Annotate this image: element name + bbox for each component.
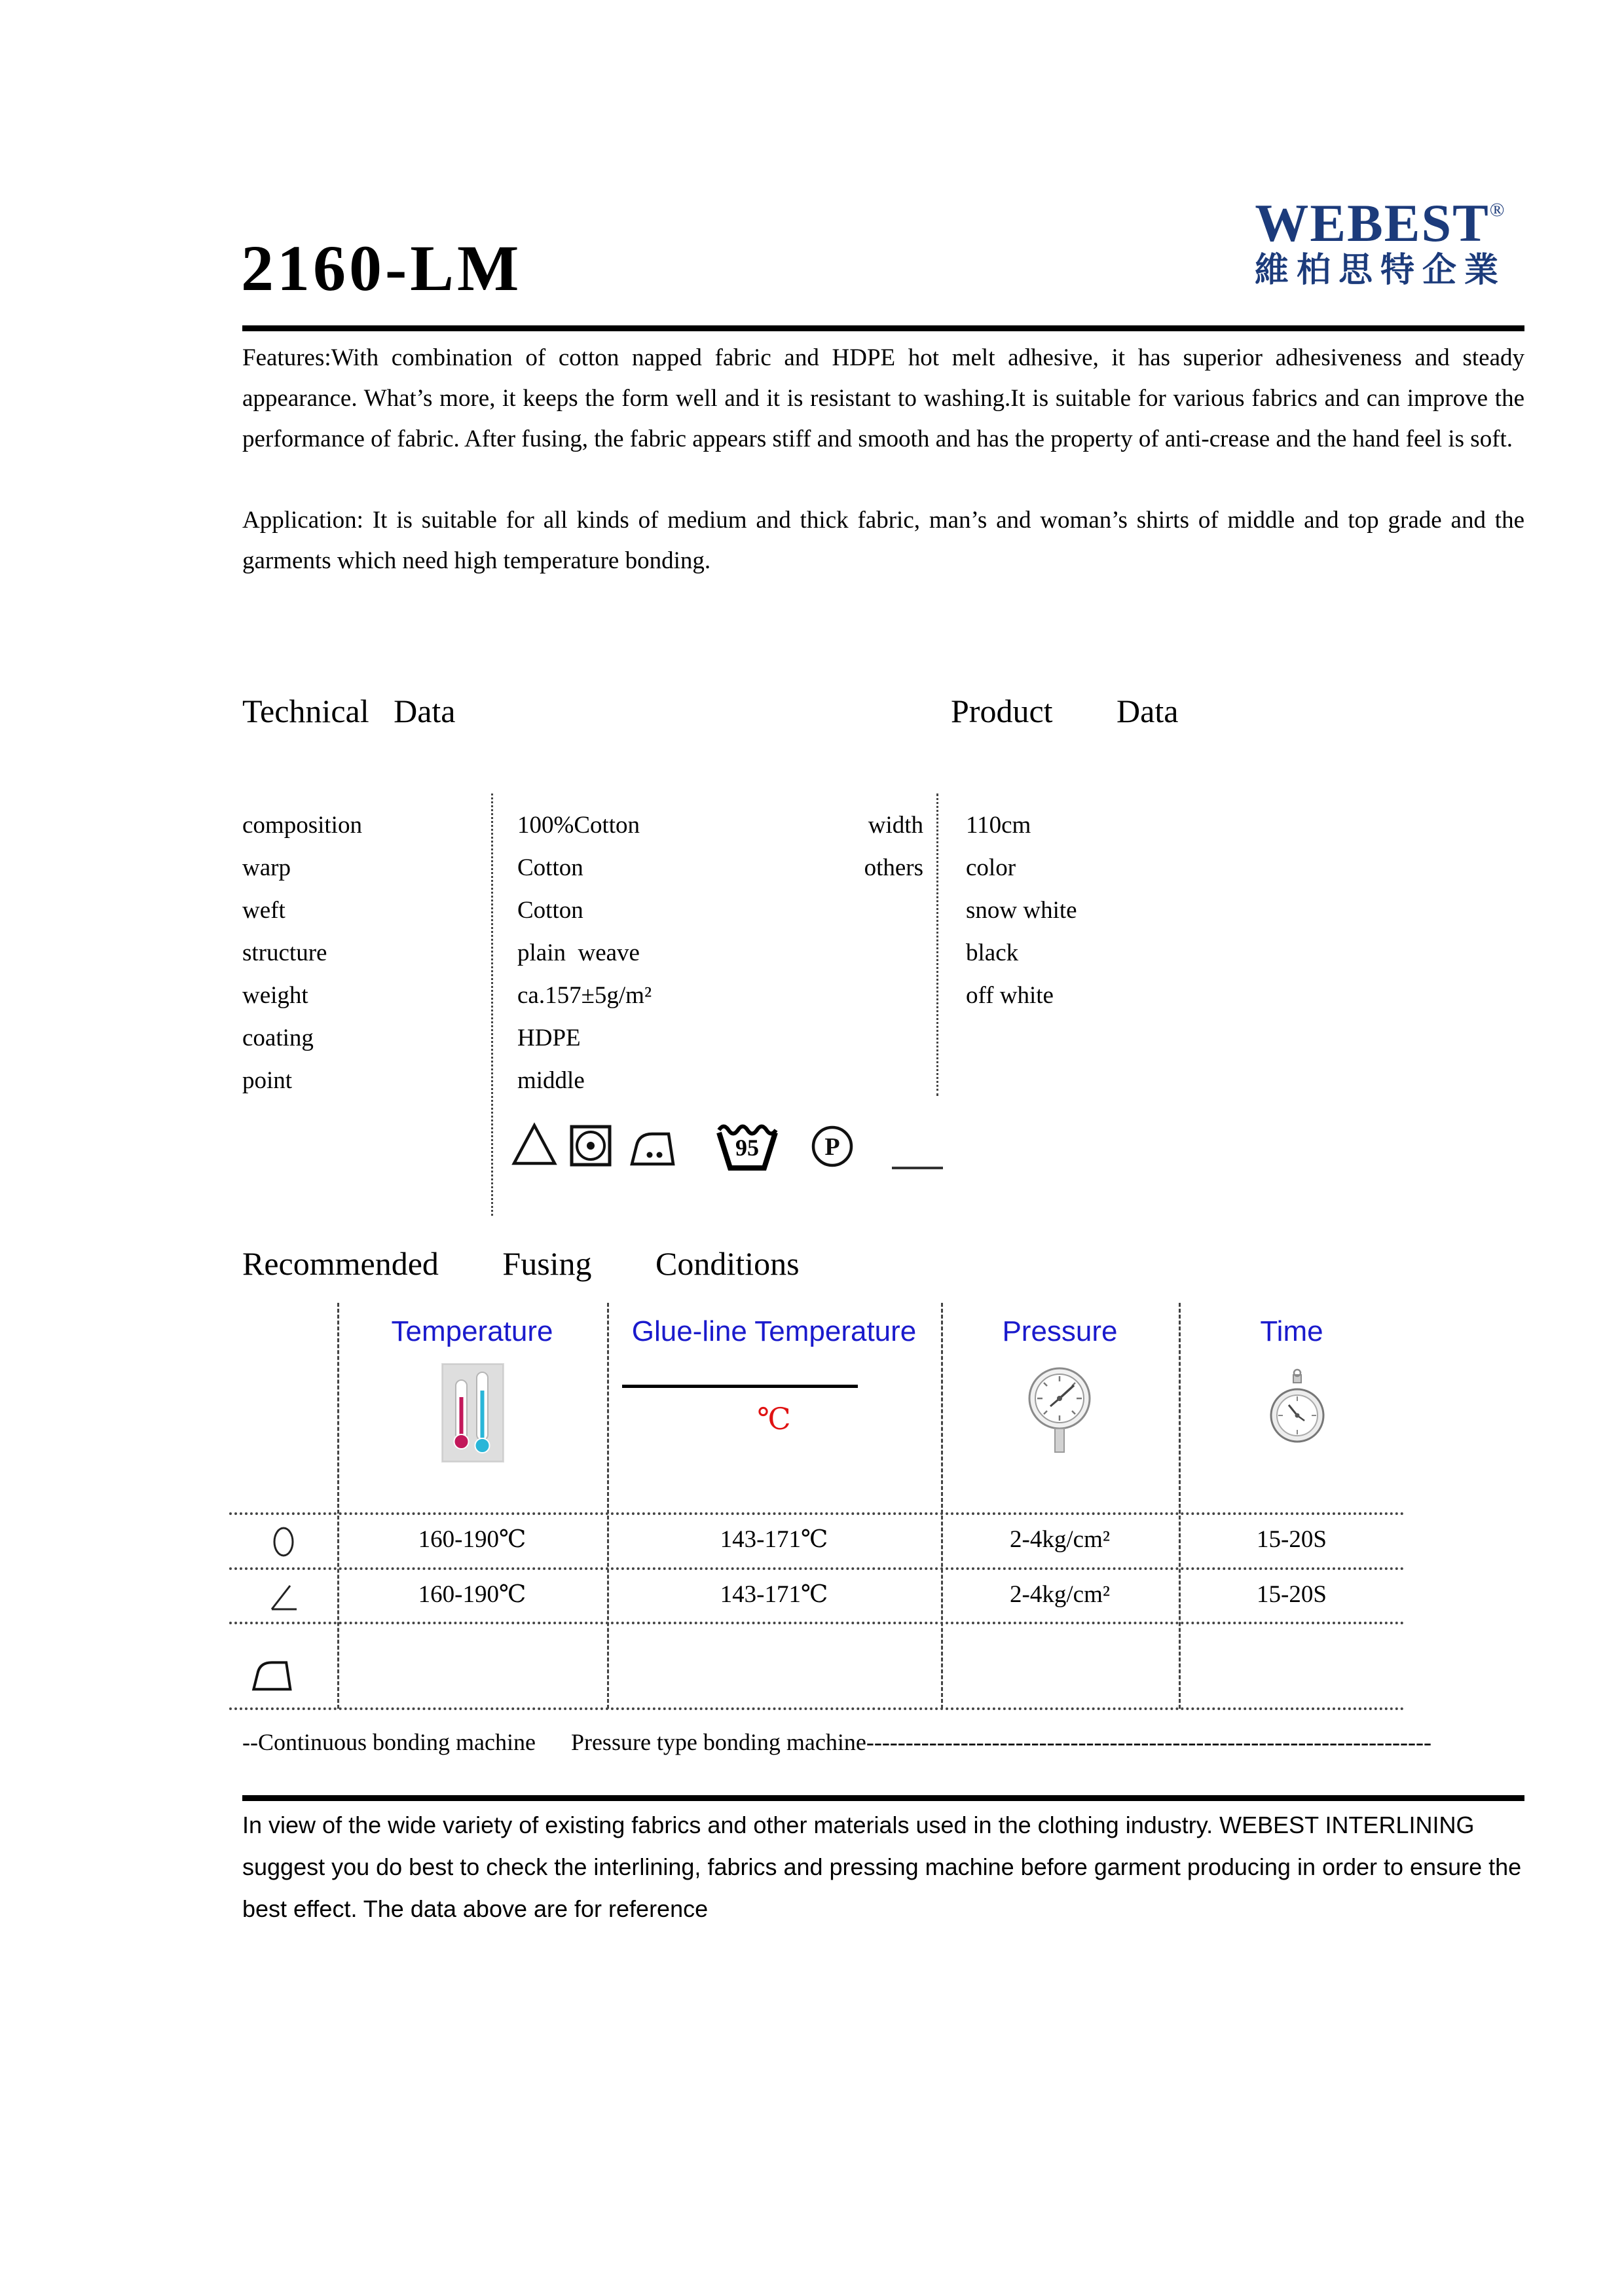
- technical-label-column: [242, 804, 362, 1102]
- fusing-divider-4: [1179, 1303, 1181, 1709]
- fusing-row2-temperature: 160-190℃: [418, 1581, 526, 1608]
- technical-label: coating: [242, 1025, 314, 1051]
- technical-label: warp: [242, 854, 291, 881]
- features-paragraph: Features:With combination of cotton napped fabric and HDPE hot melt adhesive, it has superior adhesiveness and steady appearance. What’s more, it keeps the form well and it is resistant to washing.It is suitable for various fabrics and can improve the performance of fabric. After fusing, the fabric appears stiff and smooth and has the property of anti-crease and the hand feel is soft.: [242, 344, 1524, 452]
- fusing-row1-symbol-cell: [229, 1512, 337, 1567]
- svg-text:95: 95: [735, 1135, 759, 1161]
- technical-label: point: [242, 1067, 293, 1094]
- blank-line-symbol: [892, 1167, 943, 1169]
- fusing-row2-symbol-cell: [229, 1567, 337, 1622]
- fusing-table: [229, 1303, 1405, 1709]
- fusing-row1-glue-line: 143-171℃: [720, 1526, 828, 1553]
- color-option: off white: [966, 982, 1054, 1009]
- footer-rule: [242, 1795, 1524, 1801]
- iron-icon: [628, 1129, 675, 1167]
- bleach-triangle-icon: [511, 1122, 558, 1167]
- technical-label: weft: [242, 897, 286, 924]
- fusing-row1-pressure: 2-4kg/cm²: [1010, 1526, 1110, 1553]
- tumble-dry-icon: [570, 1125, 612, 1167]
- tech-table-divider-1: [491, 793, 493, 1216]
- header-rule: [242, 325, 1524, 331]
- fusing-conditions-heading: Recommended Fusing Conditions: [242, 1245, 800, 1282]
- care-symbols-row: [511, 1114, 969, 1175]
- fusing-col-glue-line: Glue-line Temperature: [631, 1315, 917, 1347]
- technical-value: middle: [517, 1067, 585, 1094]
- circle-symbol-icon: [270, 1524, 297, 1559]
- technical-value-column: [517, 804, 652, 1102]
- technical-value: 100%Cotton: [517, 812, 640, 839]
- fusing-col-temperature: Temperature: [391, 1315, 553, 1347]
- glue-line-rule: [622, 1385, 858, 1388]
- fusing-col-time: Time: [1260, 1315, 1323, 1347]
- fusing-divider-3: [941, 1303, 943, 1709]
- color-option: snow white: [966, 897, 1077, 924]
- iron-symbol-icon: [250, 1656, 292, 1693]
- brand-logo: [1230, 193, 1531, 289]
- fusing-table-caption: --Continuous bonding machine Pressure type bonding machine------------------------------------------------------------------------: [242, 1729, 1431, 1755]
- technical-data-heading: Technical Data: [242, 693, 456, 729]
- product-label-column: [747, 804, 923, 889]
- brand-wordmark: [1230, 193, 1531, 253]
- technical-value: Cotton: [517, 854, 583, 881]
- fusing-col-pressure: Pressure: [1002, 1315, 1118, 1347]
- technical-label: weight: [242, 982, 308, 1009]
- technical-value: plain weave: [517, 939, 640, 966]
- fusing-row-separator: [229, 1707, 1405, 1710]
- color-label: color: [966, 854, 1016, 881]
- product-value-column: [966, 804, 1077, 1017]
- technical-value: HDPE: [517, 1025, 581, 1051]
- wash-95-icon: [716, 1120, 779, 1172]
- technical-label: structure: [242, 939, 327, 966]
- width-label: width: [868, 812, 923, 839]
- svg-text:P: P: [824, 1133, 840, 1161]
- brand-company-name-cn: 維柏思特企業: [1254, 252, 1506, 289]
- color-option: black: [966, 939, 1019, 966]
- width-value: 110cm: [966, 812, 1031, 839]
- fusing-divider-1: [337, 1303, 339, 1709]
- technical-value: ca.157±5g/m²: [517, 982, 652, 1009]
- fusing-row1-temperature: 160-190℃: [418, 1526, 526, 1553]
- tech-table-divider-2: [936, 793, 938, 1096]
- stopwatch-image: [1269, 1368, 1325, 1451]
- angle-symbol-icon: [268, 1580, 299, 1613]
- product-code-title: 2160-LM: [241, 232, 523, 304]
- dry-clean-p-icon: [811, 1125, 854, 1168]
- brand-name: WEBEST: [1255, 193, 1490, 253]
- product-data-heading: Product Data: [951, 693, 1179, 729]
- technical-value: Cotton: [517, 897, 583, 924]
- technical-label: composition: [242, 812, 362, 839]
- fusing-divider-2: [607, 1303, 609, 1709]
- registered-trademark-icon: ®: [1489, 199, 1506, 221]
- fusing-row2-glue-line: 143-171℃: [720, 1581, 828, 1608]
- footer-disclaimer: In view of the wide variety of existing fabrics and other materials used in the clothing industry. WEBEST INTERLINING suggest you do best to check the interlining, fabrics and pressing machine before garment producing in order to ensure the best effect. The data above are for reference: [242, 1812, 1522, 1922]
- glue-line-unit: ℃: [757, 1402, 791, 1436]
- fusing-row2-time: 15-20S: [1257, 1581, 1327, 1608]
- fusing-row-separator: [229, 1622, 1405, 1624]
- fusing-row2-pressure: 2-4kg/cm²: [1010, 1581, 1110, 1608]
- fusing-row1-time: 15-20S: [1257, 1526, 1327, 1553]
- others-label: others: [864, 854, 923, 881]
- thermometer-image: [441, 1363, 504, 1463]
- application-paragraph: Application: It is suitable for all kinds of medium and thick fabric, man’s and woman’s shirts of middle and top grade and the garments which need high temperature bonding.: [242, 507, 1524, 574]
- pressure-gauge-image: [1025, 1366, 1094, 1457]
